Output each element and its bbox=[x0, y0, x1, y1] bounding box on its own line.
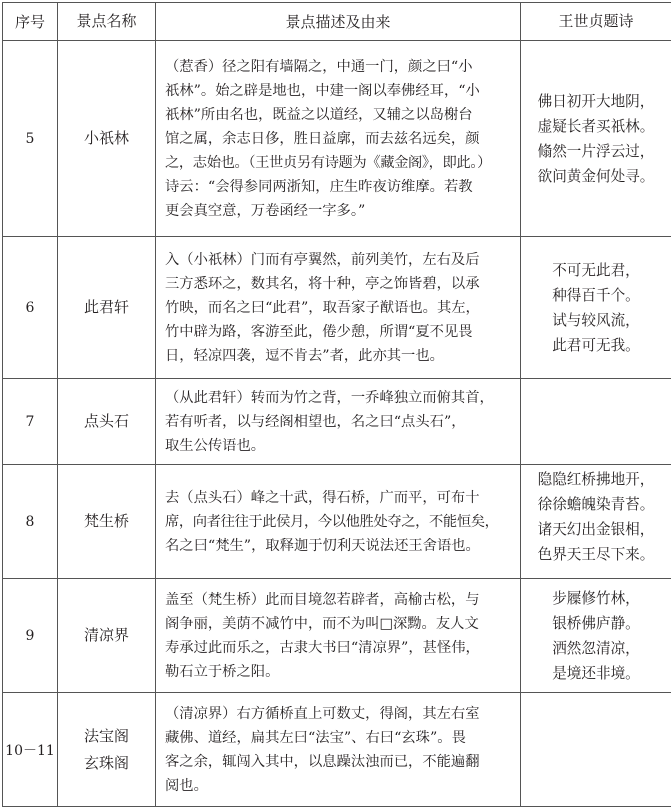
row-desc bbox=[156, 237, 521, 379]
header-name: 景点名称 bbox=[58, 3, 156, 41]
desc-line: （从此君轩）转而为竹之背，一乔峰独立而俯其首， bbox=[165, 389, 494, 406]
table-row bbox=[3, 693, 671, 807]
spot-name: 清凉界 bbox=[83, 626, 129, 644]
table-row bbox=[3, 41, 671, 237]
header-desc: 景点描述及由来 bbox=[156, 3, 521, 41]
header-poem: 王世贞题诗 bbox=[521, 3, 671, 41]
poem-line: 试与较风流， bbox=[552, 311, 640, 329]
desc-line: 馆之属，余志日侈，胜日益廓，而去兹名远矣，颜 bbox=[165, 130, 480, 147]
scenic-spots-table bbox=[2, 2, 671, 807]
row-num: 8 bbox=[3, 465, 58, 579]
row-poem bbox=[521, 693, 671, 807]
spot-name: 法宝阁 bbox=[83, 726, 129, 745]
row-desc bbox=[156, 379, 521, 465]
row-num: 5 bbox=[3, 41, 58, 237]
poem-line: 隐隐红桥拂地开， bbox=[537, 471, 655, 488]
desc-line: （惹香）径之阳有墙隔之，中通一门，颜之曰“小 bbox=[165, 58, 473, 75]
desc-line: 席，向者往往于此侯月，今以他胜处夺之，不能恒矣， bbox=[165, 513, 499, 530]
row-desc bbox=[156, 465, 521, 579]
desc-line: 入（小祇林）门而有亭翼然，前列美竹，左右及后 bbox=[165, 251, 480, 268]
desc-line: 阁争丽，美荫不减竹中，而不为叫□深黝。友人文 bbox=[165, 615, 479, 632]
desc-line: 去（点头石）峰之十武，得石桥，广而平，可布十 bbox=[165, 489, 480, 506]
desc-line: 竹映，而名之曰“此君”，取吾家子猷语也。其左， bbox=[165, 299, 480, 316]
spot-name: 小祇林 bbox=[83, 129, 129, 147]
row-name bbox=[58, 579, 156, 693]
row-poem bbox=[521, 579, 671, 693]
row-name bbox=[58, 465, 156, 579]
row-desc bbox=[156, 41, 521, 237]
desc-line: 阅也。 bbox=[165, 777, 208, 794]
table-row bbox=[3, 465, 671, 579]
desc-line: 诗云：“会得参同两浙知，庄生昨夜访维摩。若教 bbox=[165, 178, 473, 195]
poem-line: 色界天王尽下来。 bbox=[537, 546, 655, 563]
poem-line: 诸天幻出金银相， bbox=[537, 521, 655, 538]
row-num: 9 bbox=[3, 579, 58, 693]
desc-line: 勒石立于桥之阳。 bbox=[165, 663, 280, 680]
row-poem bbox=[521, 41, 671, 237]
table-row bbox=[3, 379, 671, 465]
desc-line: 寿承过此而乐之，古隶大书曰“清凉界”，甚怪伟， bbox=[165, 639, 480, 656]
desc-line: 更会真空意，万卷函经一字多。” bbox=[165, 202, 366, 219]
desc-line: 三方悉环之，数其名，将十种，亭之饰皆碧，以承 bbox=[165, 275, 480, 292]
desc-line: 祇林”。始之辟是地也，中建一阁以奉佛经耳，“小 bbox=[165, 82, 480, 99]
row-num: 6 bbox=[3, 237, 58, 379]
row-num: 7 bbox=[3, 379, 58, 465]
desc-line: （清凉界）右方循桥直上可数丈，得阁，其左右室 bbox=[165, 705, 480, 722]
poem-line: 种得百千个。 bbox=[552, 286, 640, 304]
desc-line: 若有听者，以与经阁相望也，名之曰“点头石”， bbox=[165, 413, 466, 430]
header-row bbox=[3, 3, 671, 41]
row-num: 10－11 bbox=[3, 693, 58, 807]
spot-name: 点头石 bbox=[83, 412, 129, 430]
row-desc bbox=[156, 579, 521, 693]
table-row bbox=[3, 579, 671, 693]
desc-line: 祇林”所由名也，既益之以道经，又辅之以岛榭台 bbox=[165, 106, 473, 123]
row-name bbox=[58, 41, 156, 237]
table-row bbox=[3, 237, 671, 379]
poem-line: 虚疑长者买祇林。 bbox=[537, 117, 655, 135]
row-poem bbox=[521, 379, 671, 465]
spot-name: 此君轩 bbox=[83, 298, 129, 316]
poem-line: 翛然一片浮云过， bbox=[537, 142, 655, 160]
desc-line: 藏佛、道经，扁其左曰“法宝”、右曰“玄珠”。畏 bbox=[165, 729, 466, 746]
poem-line: 步屧修竹林， bbox=[552, 589, 640, 607]
row-name bbox=[58, 237, 156, 379]
poem-line: 是境还非境。 bbox=[552, 664, 640, 682]
desc-line: 竹中辟为路，客游至此，倦少憩，所谓“夏不见畏 bbox=[165, 323, 473, 340]
desc-line: 客之余，辄闯入其中，以息躁汰浊而已，不能遍翻 bbox=[165, 753, 480, 770]
poem-line: 徐徐蟾魄染青苔。 bbox=[537, 496, 655, 513]
spot-name: 玄珠阁 bbox=[83, 753, 129, 772]
desc-line: 日，轻凉四袭，逗不肯去”者，此亦其一也。 bbox=[165, 347, 444, 364]
poem-line: 不可无此君， bbox=[552, 261, 640, 279]
header-num: 序号 bbox=[3, 3, 58, 41]
row-poem bbox=[521, 237, 671, 379]
poem-line: 欲问黄金何处寻。 bbox=[537, 167, 655, 185]
row-name bbox=[58, 379, 156, 465]
row-name bbox=[58, 693, 156, 807]
poem-line: 银桥佛庐静。 bbox=[552, 614, 640, 632]
poem-line: 此君可无我。 bbox=[552, 336, 640, 354]
desc-line: 名之曰“梵生”，取释迦于忉利天说法还王舍语也。 bbox=[165, 537, 480, 554]
row-desc bbox=[156, 693, 521, 807]
poem-line: 佛日初开大地阴， bbox=[537, 92, 655, 110]
desc-line: 取生公传语也。 bbox=[165, 437, 266, 454]
desc-line: 之，志始也。（王世贞另有诗题为《藏金阁》，即此。） bbox=[165, 154, 491, 171]
spot-name: 梵生桥 bbox=[83, 512, 129, 530]
poem-line: 洒然忽清凉， bbox=[552, 639, 640, 657]
row-poem bbox=[521, 465, 671, 579]
table-body bbox=[3, 41, 671, 807]
desc-line: 盖至（梵生桥）此而目境忽若辟者，高榆古松，与 bbox=[165, 591, 480, 608]
